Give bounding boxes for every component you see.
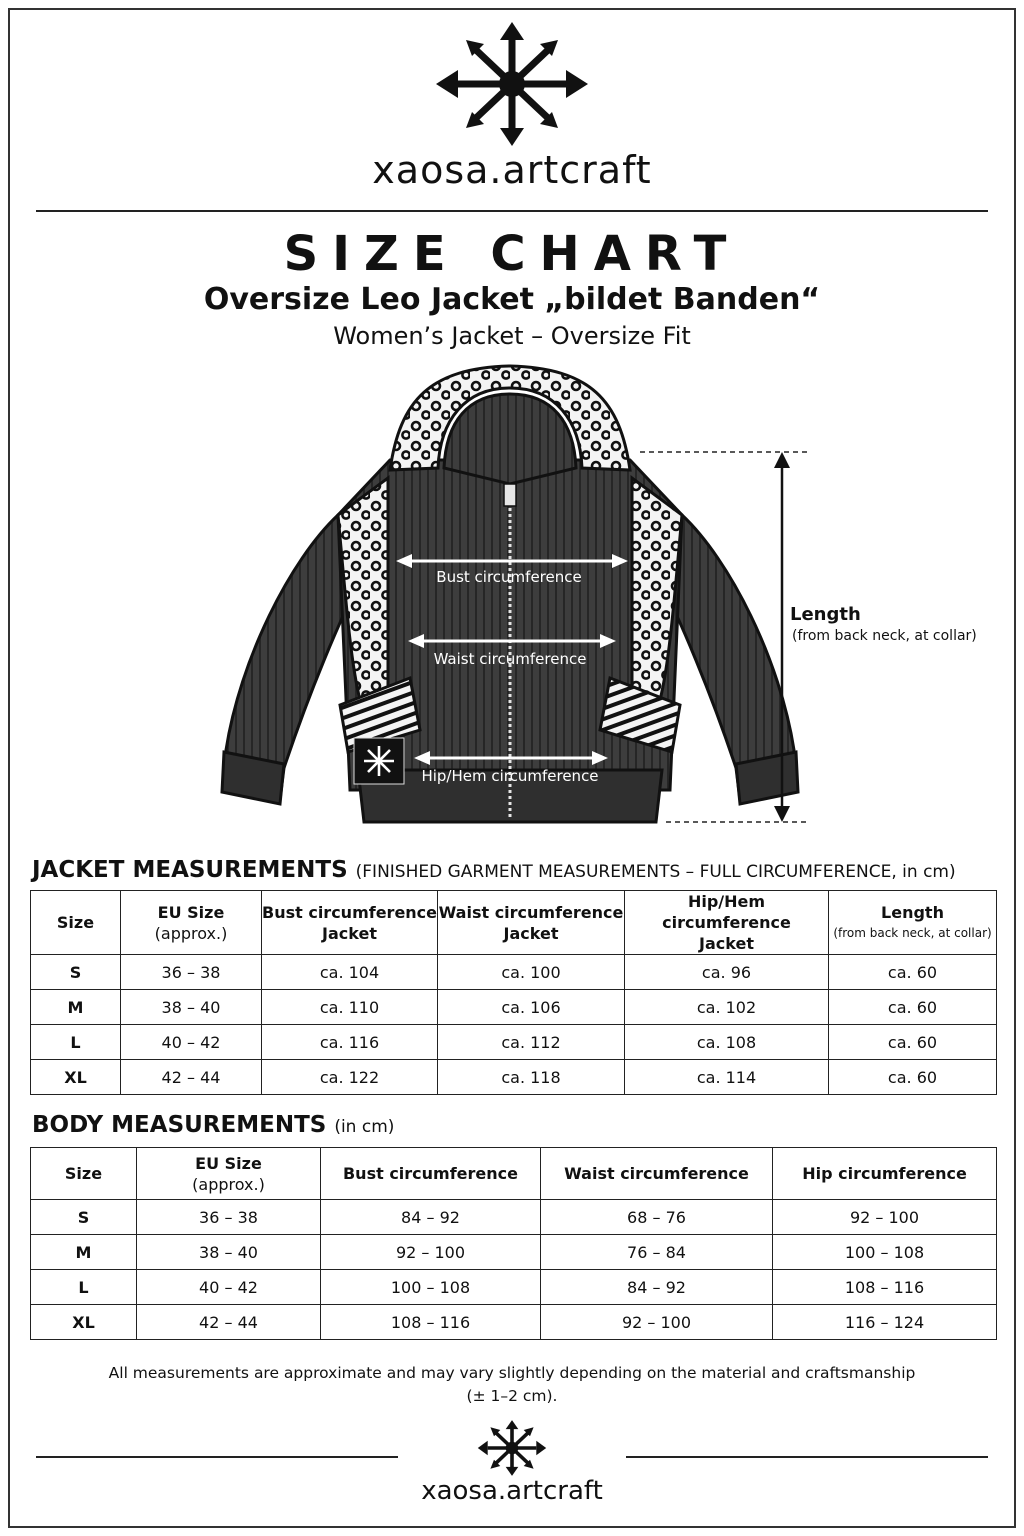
table-cell: M bbox=[31, 1235, 137, 1270]
table-cell: ca. 100 bbox=[438, 955, 625, 990]
footer-divider-left bbox=[36, 1456, 398, 1458]
disclaimer-line-2: (± 1–2 cm). bbox=[466, 1387, 558, 1405]
table-cell: 108 – 116 bbox=[773, 1270, 997, 1305]
jacket-header-hip: Hip/Hem circumference Jacket bbox=[625, 891, 829, 955]
footer-divider-right bbox=[626, 1456, 988, 1458]
table-cell: 38 – 40 bbox=[137, 1235, 321, 1270]
table-cell: ca. 116 bbox=[262, 1025, 438, 1060]
table-cell: XL bbox=[31, 1305, 137, 1340]
snowflake-patch-icon bbox=[354, 738, 404, 784]
body-header-bust: Bust circumference bbox=[321, 1148, 541, 1200]
table-cell: ca. 106 bbox=[438, 990, 625, 1025]
chaos-star-icon bbox=[476, 1418, 548, 1478]
jacket-table bbox=[30, 890, 997, 1095]
table-row bbox=[31, 1060, 997, 1095]
table-cell: 92 – 100 bbox=[541, 1305, 773, 1340]
table-cell: 108 – 116 bbox=[321, 1305, 541, 1340]
table-cell: L bbox=[31, 1025, 121, 1060]
table-cell: ca. 60 bbox=[829, 955, 997, 990]
table-cell: 92 – 100 bbox=[321, 1235, 541, 1270]
table-cell: 84 – 92 bbox=[541, 1270, 773, 1305]
table-cell: 116 – 124 bbox=[773, 1305, 997, 1340]
hip-label: Hip/Hem circumference bbox=[421, 767, 599, 785]
jacket-illustration bbox=[210, 360, 810, 830]
jacket-header-bust: Bust circumference Jacket bbox=[262, 891, 438, 955]
table-row bbox=[31, 955, 997, 990]
table-cell: 40 – 42 bbox=[121, 1025, 262, 1060]
jacket-section-heading: JACKET MEASUREMENTS bbox=[32, 857, 348, 883]
body-table bbox=[30, 1147, 997, 1340]
table-cell: ca. 118 bbox=[438, 1060, 625, 1095]
top-divider bbox=[36, 210, 988, 212]
page-title: SIZE CHART bbox=[283, 226, 741, 282]
table-row bbox=[31, 1270, 997, 1305]
table-cell: 42 – 44 bbox=[121, 1060, 262, 1095]
body-header-size: Size bbox=[31, 1148, 137, 1200]
body-header-waist: Waist circumference bbox=[541, 1148, 773, 1200]
table-cell: 84 – 92 bbox=[321, 1200, 541, 1235]
brand-name: xaosa.artcraft bbox=[372, 148, 652, 192]
footer-brand-name: xaosa.artcraft bbox=[421, 1476, 603, 1506]
table-cell: ca. 60 bbox=[829, 1025, 997, 1060]
body-section-note: (in cm) bbox=[334, 1117, 395, 1137]
table-cell: M bbox=[31, 990, 121, 1025]
table-cell: 100 – 108 bbox=[321, 1270, 541, 1305]
table-cell: 36 – 38 bbox=[137, 1200, 321, 1235]
table-cell: ca. 112 bbox=[438, 1025, 625, 1060]
table-cell: L bbox=[31, 1270, 137, 1305]
body-header-hip: Hip circumference bbox=[773, 1148, 997, 1200]
table-cell: ca. 60 bbox=[829, 990, 997, 1025]
table-cell: 76 – 84 bbox=[541, 1235, 773, 1270]
table-cell: ca. 114 bbox=[625, 1060, 829, 1095]
body-header-eu: EU Size (approx.) bbox=[137, 1148, 321, 1200]
table-cell: S bbox=[31, 1200, 137, 1235]
table-cell: 36 – 38 bbox=[121, 955, 262, 990]
table-cell: ca. 102 bbox=[625, 990, 829, 1025]
length-note: (from back neck, at collar) bbox=[792, 628, 977, 644]
length-label: Length bbox=[790, 604, 861, 625]
measurement-disclaimer bbox=[0, 1362, 1024, 1408]
table-cell: 92 – 100 bbox=[773, 1200, 997, 1235]
table-row bbox=[31, 1025, 997, 1060]
table-row bbox=[31, 990, 997, 1025]
table-row bbox=[31, 1305, 997, 1340]
table-cell: ca. 104 bbox=[262, 955, 438, 990]
jacket-header-waist: Waist circumference Jacket bbox=[438, 891, 625, 955]
table-cell: ca. 122 bbox=[262, 1060, 438, 1095]
table-cell: 40 – 42 bbox=[137, 1270, 321, 1305]
jacket-header-eu: EU Size (approx.) bbox=[121, 891, 262, 955]
disclaimer-line-1: All measurements are approximate and may vary slightly depending on the material and craftsmanship bbox=[108, 1364, 916, 1382]
table-cell: 38 – 40 bbox=[121, 990, 262, 1025]
table-cell: 100 – 108 bbox=[773, 1235, 997, 1270]
table-cell: S bbox=[31, 955, 121, 990]
table-cell: 42 – 44 bbox=[137, 1305, 321, 1340]
bust-label: Bust circumference bbox=[436, 568, 582, 586]
body-section-heading: BODY MEASUREMENTS bbox=[32, 1112, 327, 1138]
waist-label: Waist circumference bbox=[433, 650, 587, 668]
table-cell: ca. 108 bbox=[625, 1025, 829, 1060]
table-cell: XL bbox=[31, 1060, 121, 1095]
table-row bbox=[31, 1200, 997, 1235]
body-header-row bbox=[31, 1148, 997, 1200]
table-cell: ca. 110 bbox=[262, 990, 438, 1025]
jacket-section-note: (FINISHED GARMENT MEASUREMENTS – FULL CIRCUMFERENCE, in cm) bbox=[355, 862, 956, 882]
product-name: Oversize Leo Jacket „bildet Banden“ bbox=[203, 282, 821, 317]
body-section-title bbox=[32, 1112, 394, 1138]
jacket-header-row bbox=[31, 891, 997, 955]
jacket-header-length: Length (from back neck, at collar) bbox=[829, 891, 997, 955]
chaos-star-icon bbox=[432, 22, 592, 146]
jacket-section-title bbox=[32, 857, 956, 883]
table-row bbox=[31, 1235, 997, 1270]
product-description: Women’s Jacket – Oversize Fit bbox=[333, 322, 691, 350]
jacket-header-size: Size bbox=[31, 891, 121, 955]
table-cell: ca. 60 bbox=[829, 1060, 997, 1095]
table-cell: 68 – 76 bbox=[541, 1200, 773, 1235]
table-cell: ca. 96 bbox=[625, 955, 829, 990]
